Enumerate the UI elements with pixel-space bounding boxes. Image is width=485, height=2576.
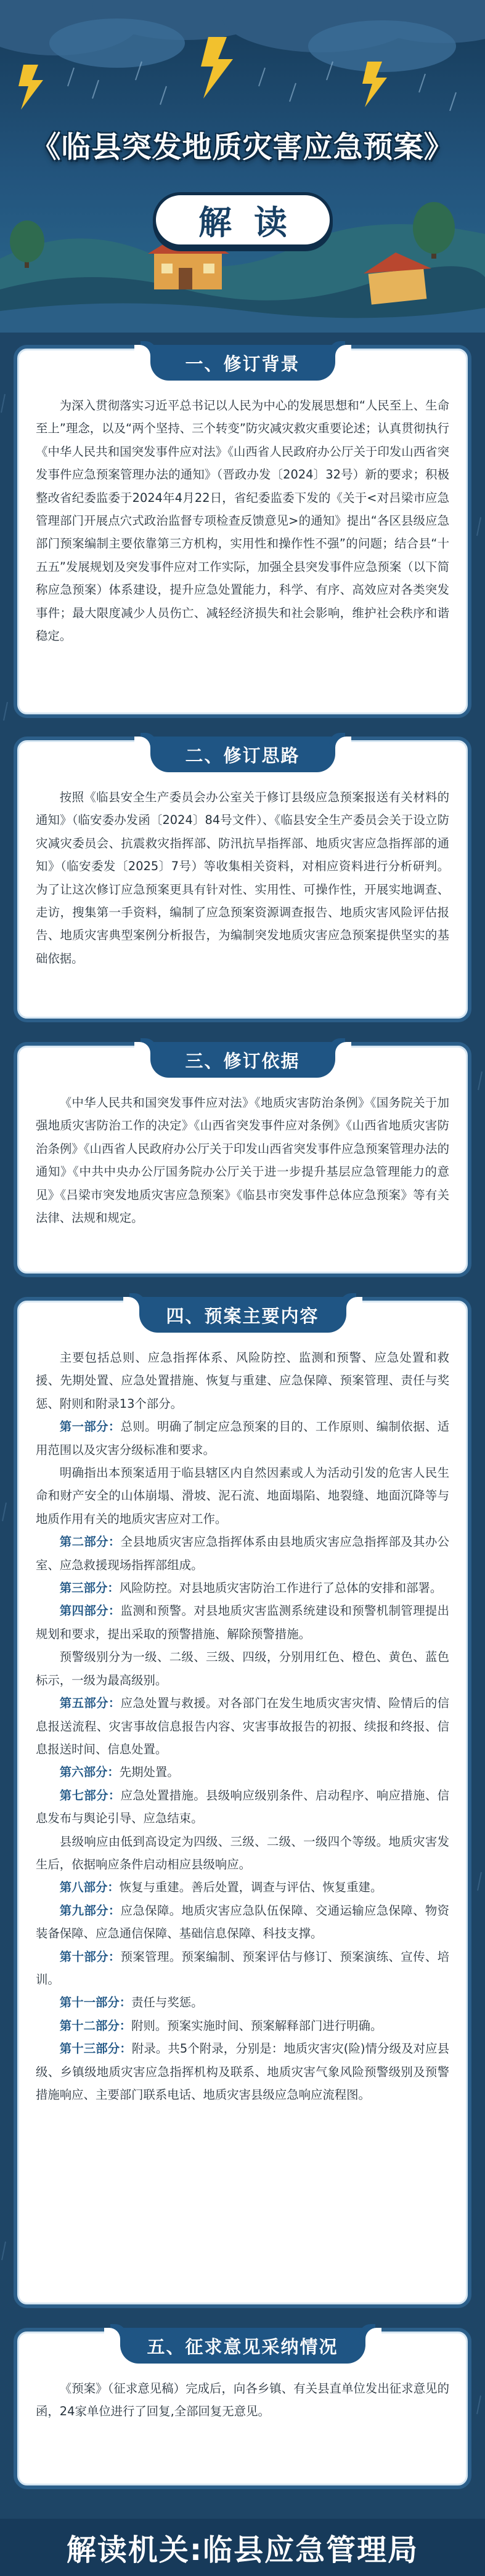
paragraph: 第十二部分：附则。预案实施时间、预案解释部门进行明确。: [59, 2018, 383, 2033]
section-title: 四、预案主要内容: [166, 1305, 319, 1326]
paragraph: 第四部分：监测和预警。对县地质灾害监测系统建设和预警机制管理提出规划和要求，提出采取的预警措施、解除预警措施。: [36, 1604, 450, 1641]
page-title: 《临县突发地质灾害应急预案》: [31, 129, 454, 164]
paragraph: 县级响应由低到高设定为四级、三级、二级、一级四个等级。地质灾害发生后，依据响应条件启动相应县级响应。: [36, 1834, 449, 1871]
section-header: [139, 1297, 346, 1333]
section-main-content: [14, 1297, 471, 2308]
paragraph: 第九部分：应急保障。地质灾害应急队伍保障、交通运输应急保障、物资装备保障、应急通信保障、基础信息保障、科技支撑。: [36, 1903, 450, 1941]
section-title: 一、修订背景: [185, 353, 300, 374]
footer-authority: 解读机关:临县应急管理局: [66, 2533, 419, 2567]
section-body: [17, 349, 468, 661]
section-header: [150, 345, 335, 381]
paragraph: 第六部分：先期处置。: [59, 1765, 179, 1780]
paragraph: 第二部分：全县地质灾害应急指挥体系由县地质灾害应急指挥部及其办公室、应急救援现场指挥部组成。: [36, 1535, 450, 1572]
section-body: [17, 1301, 468, 2120]
section-title: 三、修订依据: [185, 1050, 300, 1072]
section-header: [150, 1042, 335, 1078]
section-background: [14, 345, 471, 718]
footer-bar: [0, 2519, 485, 2576]
section-header: [150, 737, 335, 772]
paragraph: 第十一部分：责任与奖惩。: [59, 1995, 203, 2010]
paragraph: 第一部分：总则。明确了制定应急预案的目的、工作原则、编制依据、适用范围以及灾害分级标准和要求。: [36, 1419, 450, 1457]
paragraph: 第八部分：恢复与重建。善后处置，调查与评估、恢复重建。: [59, 1880, 383, 1895]
paragraph: 第十三部分：附录。共5个附录，分别是：地质灾害灾(险)情分级及对应县级、乡镇级地质灾害应急指挥机构及联系、地质灾害气象风险预警级别及预警措施响应、主要部门联系电话、地质灾害县级应急响应流程图。: [36, 2041, 450, 2102]
subtitle-badge: [153, 192, 333, 248]
section-feedback: [14, 2328, 471, 2489]
paragraph: 明确指出本预案适用于临县辖区内自然因素或人为活动引发的危害人民生命和财产安全的山体崩塌、滑坡、泥石流、地面塌陷、地裂缝、地面沉降等与地质作用有关的地质灾害应对工作。: [36, 1466, 449, 1526]
subtitle-text: 解读: [198, 203, 309, 242]
paragraph: 预警级别分为一级、二级、三级、四级，分别用红色、橙色、黄色、蓝色标示，一级为最高级别。: [36, 1650, 449, 1687]
paragraph: 按照《临县安全生产委员会办公室关于修订县级应急预案报送有关材料的通知》（临安委办发函〔2024〕84号文件）、《临县安全生产委员会关于设立防灾减灾委员会、抗震救灾指挥部、防汛抗旱指挥部、地质灾害应急指挥部的通知》（临安委发〔2025〕7号）等收集相关资料，对相应资料进行分析研判。为了让这次修订应急预案更具有针对性、实用性、可操作性，开展实地调查、走访，搜集第一手资料，编制了应急预案资源调查报告、地质灾害风险评估报告、地质灾害典型案例分析报告，为编制突发地质灾害应急预案提供坚实的基础依据。: [36, 790, 449, 966]
section-title: 五、征求意见采纳情况: [147, 2336, 338, 2357]
hero-banner: [0, 0, 485, 333]
section-title: 二、修订思路: [185, 745, 300, 766]
page-title-banner: [11, 117, 474, 171]
paragraph: 第五部分：应急处置与救援。对各部门在发生地质灾害灾情、险情后的信息报送流程、灾害事故信息报告内容、灾害事故报告的初报、续报和终报、信息报送时间、信息处置。: [36, 1696, 450, 1756]
paragraph: 《预案》（征求意见稿）完成后，向各乡镇、有关县直单位发出征求意见的函，24家单位进行了回复,全部回复无意见。: [36, 2381, 449, 2419]
paragraph: 《中华人民共和国突发事件应对法》《地质灾害防治条例》《国务院关于加强地质灾害防治工作的决定》《山西省突发事件应对条例》《山西省地质灾害防治条例》《山西省人民政府办公厅关于印发山西省突发事件应急预案管理办法的通知》《中共中央办公厅国务院办公厅关于进一步提升基层应急管理能力的意见》《吕梁市突发地质灾害应急预案》《临县市突发事件总体应急预案》等有关法律、法规和规定。: [36, 1096, 449, 1225]
section-basis: [14, 1042, 471, 1277]
paragraph: 第十部分：预案管理。预案编制、预案评估与修订、预案演练、宣传、培训。: [36, 1949, 450, 1987]
paragraph: 第七部分：应急处置措施。县级响应级别条件、启动程序、响应措施、信息发布与舆论引导、应急结束。: [36, 1788, 450, 1826]
paragraph: 第三部分：风险防控。对县地质灾害防治工作进行了总体的安排和部署。: [59, 1581, 442, 1596]
section-approach: [14, 737, 471, 1022]
section-body: [17, 740, 468, 983]
section-header: [120, 2328, 365, 2364]
paragraph: 主要包括总则、应急指挥体系、风险防控、监测和预警、应急处置和救援、先期处置、应急处置措施、恢复与重建、应急保障、预案管理、责任与奖惩、附则和附录13个部分。: [36, 1351, 449, 1411]
paragraph: 为深入贯彻落实习近平总书记以人民为中心的发展思想和“人民至上、生命至上”理念，以及“两个坚持、三个转变”防灾减灾救灾重要论述；认真贯彻执行《中华人民共和国突发事件应对法》《山西省人民政府办公厅关于印发山西省突发事件应急预案管理办法的通知》（晋政办发〔2024〕32号）新的要求；积极整改省纪委监委于2024年4月22日，省纪委监委下发的《关于<对吕梁市应急管理部门开展点穴式政治监督专项检查反馈意见>的通知》提出“各区县级应急部门预案编制主要依靠第三方机构，实用性和操作性不强”的问题；结合县“十五五”发展规划及突发事件应对工作实际，加强全县突发事件应急预案（以下简称应急预案）体系建设，提升应急处置能力，科学、有序、高效应对各类突发事件；最大限度减少人员伤亡、减轻经济损失和社会影响，维护社会秩序和谐稳定。: [36, 398, 449, 644]
